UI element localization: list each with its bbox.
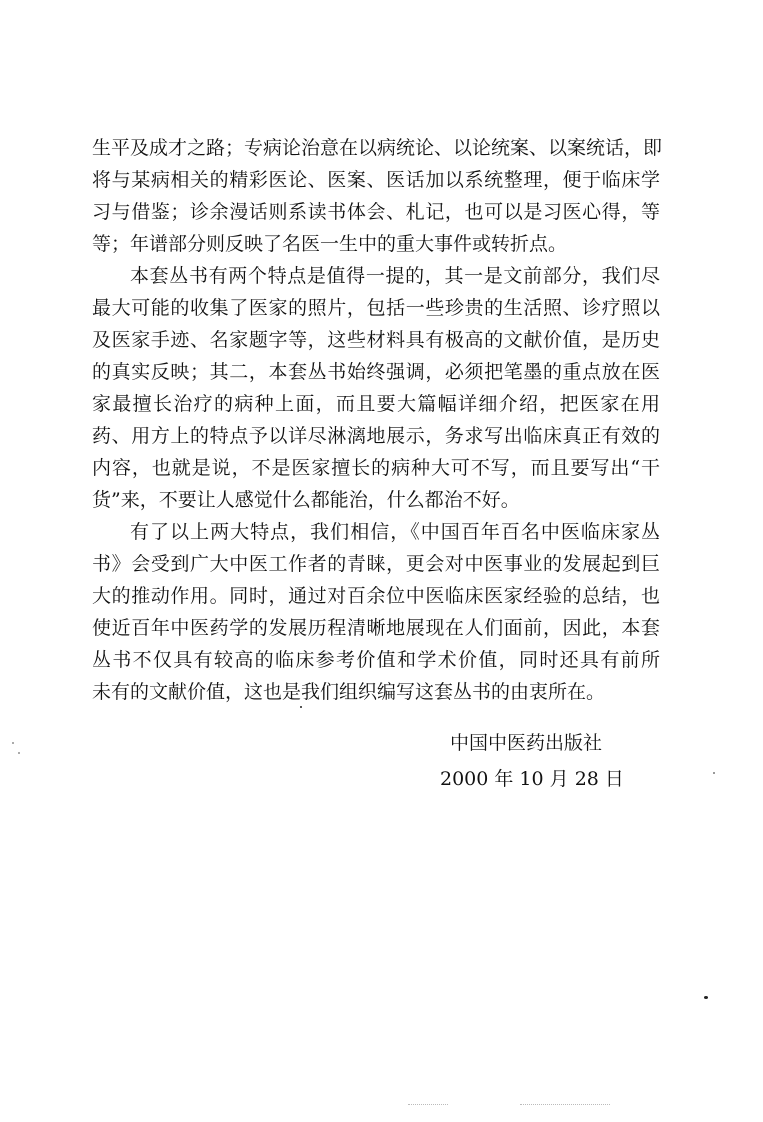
text-line: 使近百年中医药学的发展历程清晰地展现在人们面前，因此，本套: [92, 617, 660, 639]
scan-dots: [408, 1104, 448, 1106]
text-line: 未有的文献价值，这也是我们组织编写这套丛书的由衷所在。: [92, 681, 606, 703]
publish-date: 2000 年 10 月 28 日: [440, 768, 624, 790]
text-line: 内容，也就是说，不是医家擅长的病种大可不写，而且要写出“干: [92, 457, 660, 479]
scan-speck: [18, 752, 20, 754]
text-line: 本套丛书有两个特点是值得一提的，其一是文前部分，我们尽: [130, 265, 660, 287]
text-line: 将与某病相关的精彩医论、医案、医话加以系统整理，便于临床学: [92, 169, 660, 191]
text-line: 家最擅长治疗的病种上面，而且要大篇幅详细介绍，把医家在用: [92, 393, 660, 415]
publisher-name: 中国中医药出版社: [450, 732, 603, 754]
text-line: 等；年谱部分则反映了名医一生中的重大事件或转折点。: [92, 233, 568, 255]
scan-speck: [713, 772, 715, 774]
scan-dots: [520, 1104, 610, 1106]
scan-speck: [300, 706, 302, 708]
text-line: 及医家手迹、名家题字等，这些材料具有极高的文献价值，是历史: [92, 329, 660, 351]
scan-speck: [12, 742, 14, 744]
text-line: 有了以上两大特点，我们相信，《中国百年百名中医临床家丛: [130, 521, 660, 543]
text-line: 的真实反映；其二，本套丛书始终强调，必须把笔墨的重点放在医: [92, 361, 660, 383]
text-line: 大的推动作用。同时，通过对百余位中医临床医家经验的总结，也: [92, 585, 660, 607]
text-line: 药、用方上的特点予以详尽淋漓地展示，务求写出临床真正有效的: [92, 425, 660, 447]
text-line: 丛书不仅具有较高的临床参考价值和学术价值，同时还具有前所: [92, 649, 660, 671]
text-line: 货”来，不要让人感觉什么都能治，什么都治不好。: [92, 489, 520, 511]
text-line: 习与借鉴；诊余漫话则系读书体会、札记，也可以是习医心得，等: [92, 201, 660, 223]
text-line: 生平及成才之路；专病论治意在以病统论、以论统案、以案统话，即: [92, 137, 663, 159]
scan-speck: [704, 996, 708, 999]
text-line: 书》会受到广大中医工作者的青睐，更会对中医事业的发展起到巨: [92, 553, 660, 575]
text-line: 最大可能的收集了医家的照片，包括一些珍贵的生活照、诊疗照以: [92, 297, 660, 319]
